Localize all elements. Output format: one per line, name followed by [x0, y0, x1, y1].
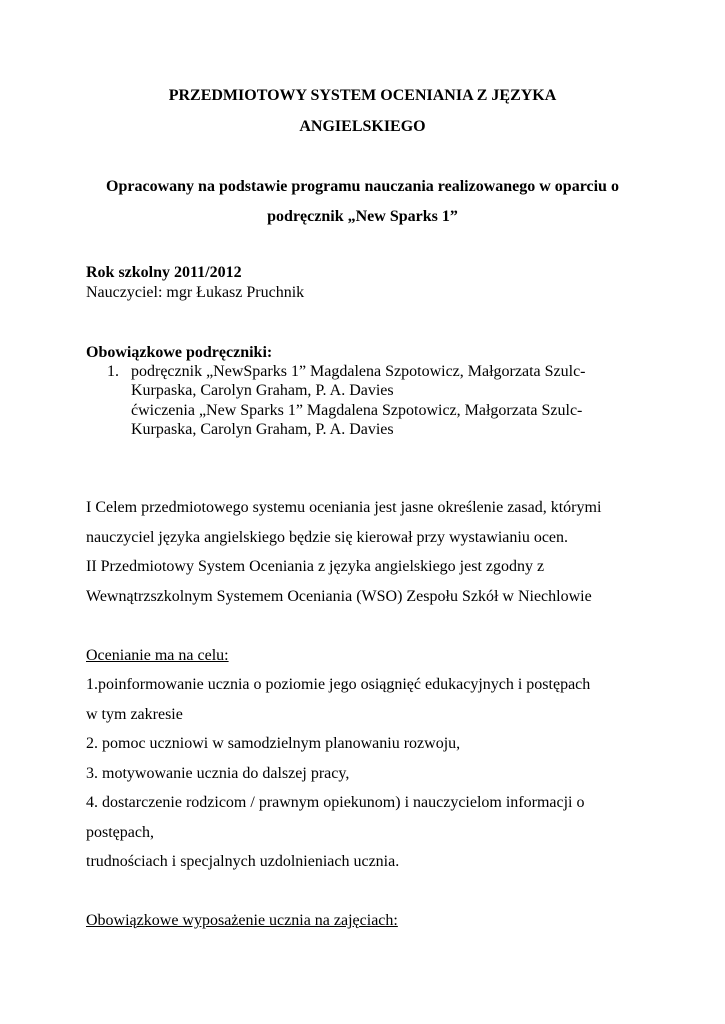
textbooks-heading: Obowiązkowe podręczniki:	[86, 344, 273, 361]
intro-line-4: Wewnątrzszkolnym Systemem Oceniania (WSO) Zespołu Szkół w Niechlowie	[86, 588, 592, 605]
textbook-line-4: Kurpaska, Carolyn Graham, P. A. Davies	[131, 421, 394, 438]
goals-line-1: 1.poinformowanie ucznia o poziomie jego osiągnięć edukacyjnych i postępach	[86, 676, 591, 693]
textbook-line-1: podręcznik „NewSparks 1” Magdalena Szpotowicz, Małgorzata Szulc-	[131, 363, 586, 380]
intro-line-2: nauczyciel języka angielskiego będzie się kierował przy wystawianiu ocen.	[86, 529, 569, 546]
goals-line-4: 3. motywowanie ucznia do dalszej pracy,	[86, 765, 350, 782]
goals-line-5: 4. dostarczenie rodzicom / prawnym opiekunom) i nauczycielom informacji o	[86, 794, 585, 811]
document-title-line2: ANGIELSKIEGO	[299, 118, 426, 135]
document-subtitle-line1: Opracowany na podstawie programu nauczania realizowanego w oparciu o	[106, 178, 619, 195]
document-title-line1: PRZEDMIOTOWY SYSTEM OCENIANIA Z JĘZYKA	[168, 87, 557, 104]
intro-line-3: II Przedmiotowy System Oceniania z języka angielskiego jest zgodny z	[86, 558, 545, 575]
textbook-line-3: ćwiczenia „New Sparks 1” Magdalena Szpotowicz, Małgorzata Szulc-	[131, 402, 583, 419]
document-subtitle-line2: podręcznik „New Sparks 1”	[267, 208, 458, 225]
goals-line-7: trudnościach i specjalnych uzdolnieniach ucznia.	[86, 853, 400, 870]
equipment-heading: Obowiązkowe wyposażenie ucznia na zajęciach:	[86, 912, 398, 929]
goals-line-3: 2. pomoc uczniowi w samodzielnym planowaniu rozwoju,	[86, 735, 461, 752]
goals-line-2: w tym zakresie	[86, 706, 183, 723]
textbook-item-number: 1.	[107, 363, 119, 380]
intro-line-1: I Celem przedmiotowego systemu oceniania jest jasne określenie zasad, którymi	[86, 499, 602, 516]
textbook-line-2: Kurpaska, Carolyn Graham, P. A. Davies	[131, 382, 394, 399]
teacher-name: Nauczyciel: mgr Łukasz Pruchnik	[86, 284, 305, 301]
school-year: Rok szkolny 2011/2012	[86, 264, 242, 281]
goals-heading: Ocenianie ma na celu:	[86, 647, 229, 664]
goals-line-6: postępach,	[86, 824, 154, 841]
